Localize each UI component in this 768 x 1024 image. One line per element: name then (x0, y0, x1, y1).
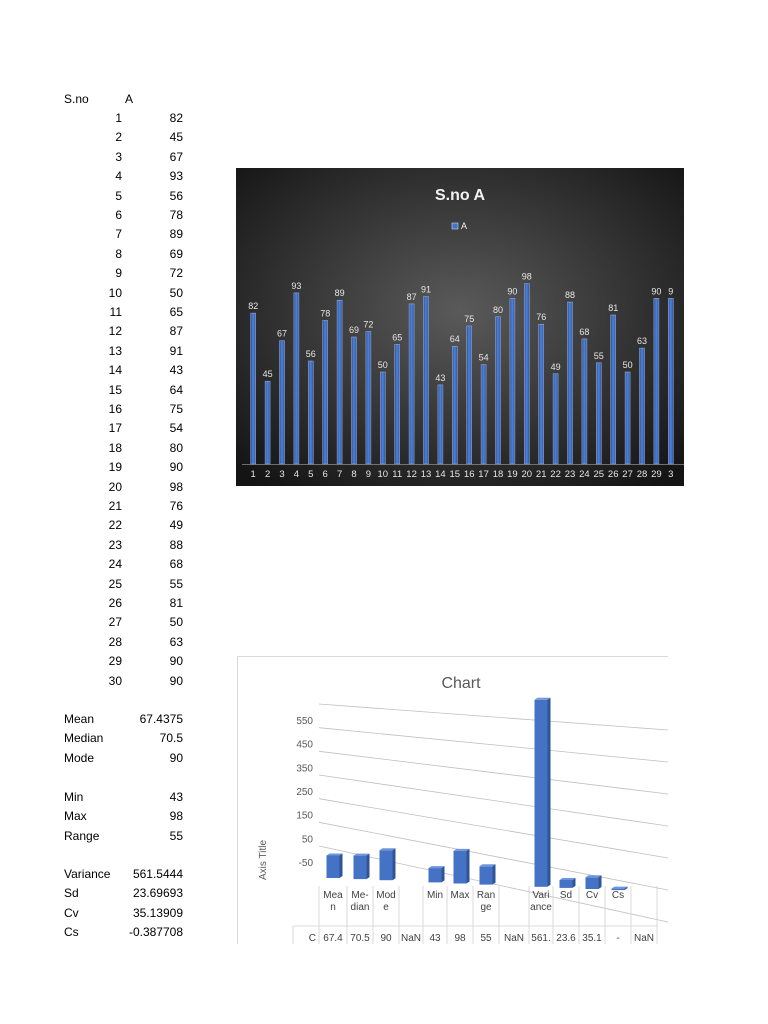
row-value-19: 90 (169, 460, 183, 474)
chart2-table-value-12: NaN (633, 933, 655, 944)
stat-label-max: Max (64, 809, 87, 823)
chart1-bar-24 (582, 339, 587, 464)
chart1-bar-14 (438, 385, 443, 464)
chart2-category-label-8-1: ance (530, 902, 552, 913)
statistics-chart (237, 656, 668, 944)
stat-value-cs: -0.387708 (128, 925, 183, 939)
row-sno-9: 9 (115, 266, 122, 280)
chart1-data-label-24: 68 (579, 326, 590, 337)
chart2-table-value-1: 70.5 (350, 933, 370, 944)
chart2-category-label-6-1: ge (480, 902, 492, 913)
chart2-table-value-6: 55 (480, 933, 492, 944)
header-sno: S.no (64, 92, 89, 106)
row-sno-4: 4 (115, 169, 122, 183)
chart1-data-label-14: 43 (435, 372, 446, 383)
stat-value-mean: 67.4375 (139, 712, 183, 726)
chart2-y-tick-0: 550 (296, 716, 313, 727)
row-value-30: 90 (169, 674, 183, 688)
chart1-data-label-18: 80 (492, 304, 504, 315)
row-value-13: 91 (169, 344, 183, 358)
chart1-bar-3 (280, 341, 285, 464)
row-value-2: 45 (169, 130, 183, 144)
chart1-bar-12 (409, 304, 414, 464)
chart2-y-tick-4: 150 (296, 810, 313, 822)
row-value-3: 67 (169, 150, 183, 164)
chart2-table-value-4: 43 (429, 933, 441, 944)
chart2-y-tick-3: 250 (296, 787, 313, 798)
chart1-data-label-6: 78 (320, 308, 331, 319)
chart2-bar-side-Median (367, 854, 370, 879)
chart1-data-label-8: 69 (348, 325, 360, 335)
chart2-bar-Max (454, 851, 467, 884)
chart2-bar-Mode (380, 850, 393, 880)
chart2-bar-Mean (327, 856, 340, 879)
chart2-category-label-0-0: Mea (323, 890, 343, 901)
chart1-data-label-28: 63 (636, 336, 648, 347)
chart1-x-tick-11: 11 (392, 469, 403, 480)
chart1-x-tick-20: 20 (521, 469, 533, 480)
chart1-x-tick-30: 3 (668, 469, 674, 480)
chart2-table-value-11: - (616, 933, 620, 944)
row-value-20: 98 (169, 480, 183, 494)
chart1-x-tick-6: 6 (322, 469, 328, 480)
chart1-data-label-5: 56 (305, 349, 316, 359)
chart1-data-label-13: 91 (420, 284, 432, 295)
stat-label-mode: Mode (64, 751, 95, 765)
chart2-bar-side-Mode (393, 848, 396, 880)
row-value-10: 50 (169, 286, 183, 300)
row-value-4: 93 (169, 169, 183, 183)
chart1-x-tick-13: 13 (420, 469, 432, 480)
chart1-data-label-9: 72 (363, 319, 374, 330)
chart2-bar-side-Variance (548, 698, 551, 887)
chart1-bar-16 (467, 326, 472, 464)
row-value-9: 72 (169, 266, 183, 280)
row-value-12: 87 (169, 324, 183, 338)
row-sno-20: 20 (108, 480, 122, 494)
chart2-bar-Cv (586, 877, 599, 889)
chart2-bar-side-Mean (340, 854, 343, 878)
chart1-bar-22 (553, 374, 558, 464)
row-value-24: 68 (169, 557, 183, 571)
chart2-bar-side-Cv (599, 875, 602, 889)
row-sno-17: 17 (108, 421, 122, 435)
chart1-data-label-4: 93 (291, 280, 302, 291)
row-sno-10: 10 (108, 286, 122, 300)
chart1-x-tick-26: 26 (607, 469, 619, 480)
chart1-x-tick-4: 4 (293, 469, 300, 480)
chart1-background (236, 168, 684, 486)
chart2-category-label-9-0: Sd (559, 890, 573, 901)
chart2-category-label-11-0: Cs (611, 890, 625, 901)
chart1-legend-label: A (461, 221, 468, 231)
chart1-bar-30 (668, 298, 673, 464)
chart2-table-series-label: C (308, 933, 316, 944)
chart1-bar-23 (568, 302, 573, 464)
chart1-bar-29 (654, 298, 659, 464)
chart1-data-label-11: 65 (392, 332, 403, 343)
chart1-x-tick-12: 12 (406, 469, 417, 480)
row-sno-23: 23 (108, 538, 122, 552)
chart1-bar-21 (539, 324, 544, 464)
stat-label-median: Median (64, 731, 104, 745)
row-sno-26: 26 (108, 596, 122, 610)
row-sno-14: 14 (108, 363, 122, 377)
chart1-data-label-26: 81 (608, 303, 619, 313)
chart1-x-tick-27: 27 (622, 469, 633, 480)
chart1-x-tick-18: 18 (492, 469, 504, 480)
stat-value-mode: 90 (169, 751, 183, 765)
chart1-legend-swatch (452, 223, 458, 229)
chart2-y-tick-5: 50 (301, 834, 313, 846)
chart2-bar-Min (429, 868, 442, 882)
row-sno-18: 18 (108, 441, 122, 455)
chart1-data-label-20: 98 (521, 271, 532, 282)
row-value-6: 78 (169, 208, 183, 222)
chart2-category-label-2-0: Mod (376, 890, 396, 901)
row-sno-30: 30 (108, 674, 122, 688)
row-sno-7: 7 (115, 227, 122, 241)
bar-chart-sno-a (236, 168, 684, 486)
chart2-category-label-1-0: Me- (351, 890, 369, 901)
chart1-x-tick-5: 5 (308, 469, 314, 480)
chart1-data-label-3: 67 (276, 328, 288, 339)
row-sno-11: 11 (109, 305, 122, 319)
chart1-data-label-12: 87 (406, 291, 417, 302)
stat-label-min: Min (64, 790, 84, 804)
chart2-bar-Variance (535, 700, 548, 887)
row-sno-12: 12 (108, 324, 122, 338)
chart1-data-label-17: 54 (478, 352, 489, 363)
chart2-axis-title: Axis Title (258, 839, 269, 881)
chart2-category-label-6-0: Ran (476, 890, 496, 901)
chart2-bar-Range (480, 866, 493, 884)
chart1-bar-11 (395, 344, 400, 464)
chart1-data-label-16: 75 (464, 314, 475, 324)
chart1-data-label-22: 49 (550, 361, 561, 372)
chart1-x-tick-1: 1 (250, 469, 256, 480)
chart1-bar-26 (611, 315, 616, 464)
stat-label-range: Range (64, 829, 100, 843)
chart2-table-value-8: 561. (531, 933, 551, 944)
row-value-14: 43 (169, 363, 183, 377)
chart2-table-value-7: NaN (503, 933, 525, 944)
chart1-x-tick-21: 21 (535, 469, 547, 480)
chart1-bar-2 (265, 381, 270, 464)
chart1-x-tick-3: 3 (279, 469, 285, 480)
row-value-28: 63 (169, 635, 183, 649)
chart2-table-value-0: 67.4 (323, 933, 343, 944)
chart2-category-label-8-0: Vari (532, 890, 550, 901)
chart1-x-tick-8: 8 (351, 469, 357, 480)
row-sno-13: 13 (108, 344, 122, 358)
row-sno-3: 3 (115, 150, 122, 164)
chart1-bar-17 (481, 365, 486, 464)
chart2-y-tick-6: -50 (298, 858, 313, 869)
chart1-x-tick-14: 14 (435, 469, 446, 480)
chart1-bar-9 (366, 332, 371, 465)
chart1-data-label-10: 50 (377, 360, 388, 370)
row-sno-15: 15 (108, 383, 122, 397)
stat-value-median: 70.5 (159, 731, 183, 745)
chart2-bar-side-Max (467, 849, 470, 884)
chart2-category-label-5-0: Max (450, 890, 470, 901)
chart1-bar-6 (323, 321, 328, 465)
stat-label-variance: Variance (64, 867, 111, 881)
chart2-bar-side-Min (442, 866, 445, 882)
row-sno-28: 28 (108, 635, 122, 649)
row-value-25: 55 (169, 577, 183, 591)
chart1-bar-25 (596, 363, 601, 464)
chart1-x-tick-2: 2 (264, 469, 271, 480)
chart1-data-label-27: 50 (622, 360, 633, 370)
chart1-bar-7 (337, 300, 342, 464)
row-sno-21: 21 (108, 499, 122, 513)
stat-value-max: 98 (169, 809, 183, 823)
chart2-title: Chart (441, 675, 481, 692)
row-value-21: 76 (169, 499, 183, 513)
row-sno-8: 8 (115, 247, 122, 261)
row-value-7: 89 (169, 227, 183, 241)
chart1-bar-5 (308, 361, 313, 464)
chart2-table-value-10: 35.1 (582, 933, 602, 944)
chart1-bar-13 (424, 297, 429, 464)
chart1-x-tick-7: 7 (336, 469, 343, 480)
row-sno-22: 22 (108, 518, 122, 532)
chart1-bar-10 (380, 372, 385, 464)
chart1-x-tick-23: 23 (564, 469, 576, 480)
stat-value-cv: 35.13909 (132, 906, 183, 920)
chart2-y-tick-2: 350 (296, 763, 313, 775)
header-a: A (125, 92, 134, 106)
chart1-x-tick-24: 24 (579, 469, 590, 480)
chart2-table-value-3: NaN (400, 933, 422, 944)
chart1-x-tick-19: 19 (507, 469, 518, 480)
chart1-title: S.no A (434, 187, 486, 204)
chart1-x-tick-17: 17 (478, 469, 489, 480)
row-sno-1: 1 (115, 111, 122, 125)
chart1-bar-27 (625, 372, 630, 464)
chart1-x-tick-28: 28 (636, 469, 648, 480)
chart2-bar-Sd (560, 880, 573, 888)
chart1-data-label-25: 55 (593, 350, 604, 361)
chart1-x-tick-25: 25 (593, 469, 605, 480)
chart2-category-label-1-1: dian (350, 902, 370, 913)
chart1-data-label-29: 90 (651, 286, 662, 297)
chart1-data-label-1: 82 (248, 301, 259, 312)
chart2-table-value-2: 90 (380, 933, 392, 944)
row-sno-6: 6 (115, 208, 122, 222)
row-value-23: 88 (169, 538, 183, 552)
row-sno-2: 2 (115, 130, 122, 144)
row-value-15: 64 (169, 383, 183, 397)
chart2-category-label-10-0: Cv (585, 890, 599, 901)
row-sno-25: 25 (108, 577, 122, 591)
stat-value-min: 43 (169, 790, 183, 804)
chart1-bar-28 (640, 348, 645, 464)
row-sno-29: 29 (108, 654, 122, 668)
row-value-1: 82 (169, 111, 183, 125)
row-sno-19: 19 (108, 460, 122, 474)
chart1-x-tick-9: 9 (365, 469, 372, 480)
chart1-x-tick-29: 29 (651, 469, 662, 480)
chart1-bar-4 (294, 293, 299, 464)
row-sno-5: 5 (115, 189, 122, 203)
stat-value-sd: 23.69693 (132, 886, 183, 900)
row-value-8: 69 (169, 247, 183, 261)
chart1-bar-19 (510, 298, 515, 464)
row-value-16: 75 (169, 402, 183, 416)
chart1-data-label-19: 90 (507, 286, 518, 297)
chart1-bar-18 (496, 317, 501, 464)
chart1-x-tick-22: 22 (550, 469, 561, 480)
row-value-22: 49 (169, 518, 183, 532)
chart1-data-label-30: 9 (668, 286, 674, 297)
row-sno-16: 16 (108, 402, 122, 416)
chart1-data-label-15: 64 (449, 334, 460, 345)
chart1-data-label-7: 89 (334, 288, 345, 299)
chart2-bar-side-Range (493, 864, 496, 884)
chart2-category-label-4-0: Min (426, 890, 444, 901)
chart1-data-label-2: 45 (262, 369, 273, 380)
chart1-bar-1 (251, 313, 256, 464)
row-value-26: 81 (169, 596, 183, 610)
stat-label-cs: Cs (64, 925, 79, 939)
row-sno-27: 27 (108, 615, 122, 629)
row-value-11: 65 (169, 305, 183, 319)
row-value-18: 80 (169, 441, 183, 455)
stat-value-range: 55 (169, 829, 183, 843)
stat-label-sd: Sd (64, 886, 79, 900)
row-value-29: 90 (169, 654, 183, 668)
chart2-table-value-9: 23.6 (556, 933, 576, 944)
stat-label-mean: Mean (64, 712, 95, 726)
chart1-bar-8 (352, 337, 357, 464)
chart1-data-label-21: 76 (536, 312, 547, 323)
chart1-x-tick-16: 16 (463, 469, 475, 480)
chart1-bar-15 (452, 346, 457, 464)
chart1-bar-20 (524, 284, 529, 464)
chart2-category-label-2-1: e (383, 902, 389, 913)
chart1-data-label-23: 88 (564, 290, 576, 301)
stat-label-cv: Cv (64, 906, 79, 920)
stat-value-variance: 561.5444 (132, 867, 183, 881)
row-value-27: 50 (169, 615, 183, 629)
row-sno-24: 24 (108, 557, 122, 571)
row-value-17: 54 (169, 421, 183, 435)
chart2-bar-Median (354, 856, 367, 880)
chart2-y-tick-1: 450 (296, 739, 313, 751)
chart2-table-value-5: 98 (454, 933, 466, 944)
chart2-category-label-0-1: n (330, 902, 336, 913)
chart1-x-tick-10: 10 (377, 469, 389, 480)
chart1-x-tick-15: 15 (449, 469, 461, 480)
row-value-5: 56 (169, 189, 183, 203)
